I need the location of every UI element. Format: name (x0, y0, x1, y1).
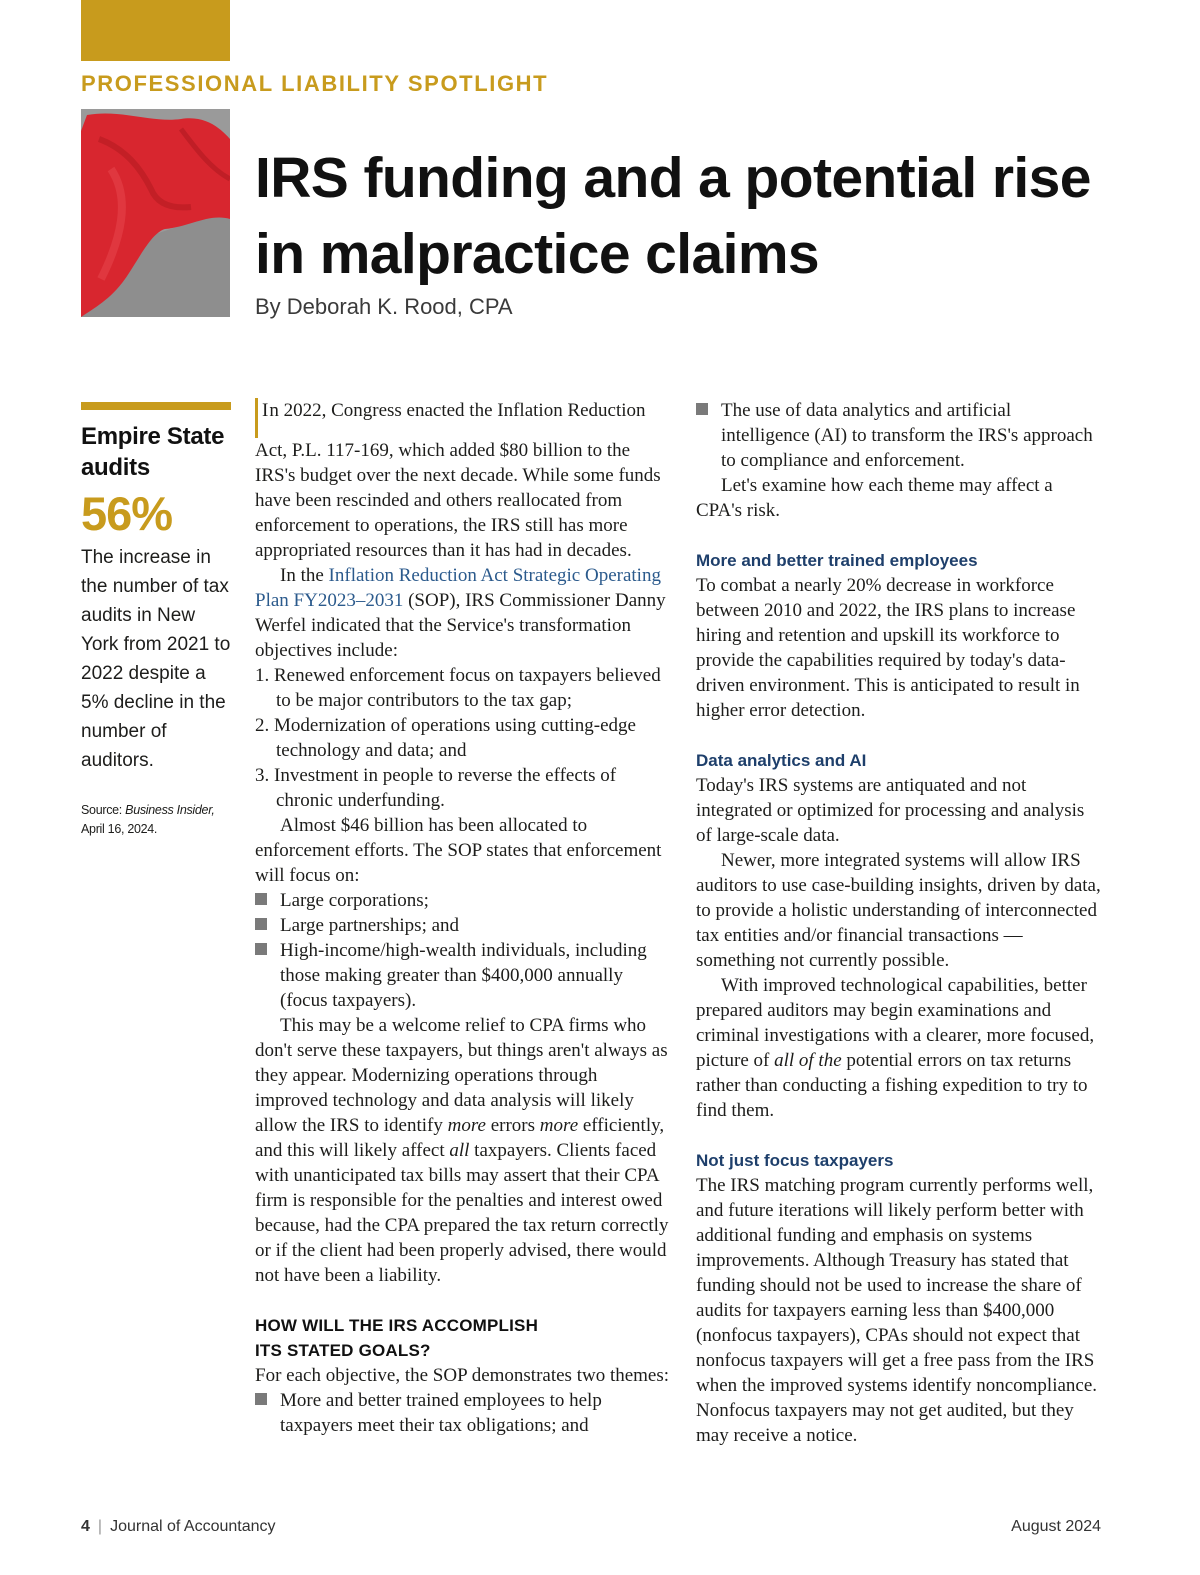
paragraph: Newer, more integrated systems will allow IRS auditors to use case-building insights, driven by data, to provide a holistic understanding of interconnected tax entities and/or financial transactions — something not currently possible. (696, 850, 1101, 971)
paragraph-text: potential errors on tax returns rather than conducting a fishing expedition to try to find them. (696, 1050, 1088, 1121)
list-item (255, 938, 670, 1013)
bullet-square-icon (255, 943, 267, 955)
list-item: 1. Renewed enforcement focus on taxpayers believed to be major contributors to the tax gap; (255, 665, 661, 711)
heading-line: ITS STATED GOALS? (255, 1341, 431, 1360)
paragraph: For each objective, the SOP demonstrates two themes: (255, 1365, 670, 1386)
paragraph-text: This may be a welcome relief to CPA firms who don't serve these taxpayers, but things aren't always as they appear. Modernizing operations through improved technology and data analysis will likely allow the IRS to identify (255, 1015, 668, 1136)
paragraph-text: (SOP), IRS Commissioner Danny Werfel indicated that the Service's transformation objectives include: (255, 590, 666, 661)
paragraph: Let's examine how each theme may affect a CPA's risk. (696, 475, 1053, 521)
title-line-2: in malpractice claims (255, 222, 820, 286)
flag-icon (81, 109, 230, 317)
list-item (255, 1388, 670, 1438)
paragraph: Today's IRS systems are antiquated and not integrated or optimized for processing and analysis of large-scale data. (696, 775, 1085, 846)
list-item (696, 398, 1101, 473)
subheading: Data analytics and AI (696, 751, 867, 770)
byline: By Deborah K. Rood, CPA (255, 294, 513, 319)
bullet-square-icon (696, 403, 708, 415)
source-label: Source: (81, 803, 126, 817)
bullet-square-icon (255, 893, 267, 905)
list-item (255, 913, 670, 938)
footer-separator: | (97, 1518, 103, 1535)
paragraph-text: efficiently, and this will likely affect (255, 1115, 665, 1161)
sop-link[interactable]: Inflation Reduction Act Strategic Operating Plan FY2023–2031 (255, 565, 661, 611)
accent-bar (81, 0, 230, 61)
paragraph-text: taxpayers. Clients faced with unanticipated tax bills may assert that their CPA firm is responsible for the penalties and interest owed because, had the CPA prepared the tax return correctly or if the client had been properly advised, there would not have been a liability. (255, 1140, 669, 1286)
footer-folio (81, 1518, 276, 1536)
list-item-text: The use of data analytics and artificial intelligence (AI) to transform the IRS's approach to compliance and enforcement. (721, 400, 1093, 471)
publication-name: Journal of Accountancy (110, 1518, 276, 1535)
list-item: 3. Investment in people to reverse the effects of chronic underfunding. (255, 765, 617, 811)
paragraph (255, 1013, 670, 1288)
themes-list-continued (696, 398, 1101, 473)
subheading: Not just focus taxpayers (696, 1151, 894, 1170)
list-item-text: High-income/high-wealth individuals, including those making greater than $400,000 annually (focus taxpayers). (280, 940, 647, 1011)
issue-date: August 2024 (1011, 1518, 1101, 1535)
body-column-1 (255, 398, 670, 1438)
list-item: 2. Modernization of operations using cutting-edge technology and data; and (255, 715, 636, 761)
body-column-2 (696, 398, 1101, 1448)
paragraph (696, 973, 1101, 1123)
paragraph-text: With improved technological capabilities, better prepared auditors may begin examinations and criminal investigations with a clearer, more focused, picture of (696, 975, 1095, 1071)
paragraph-text: In the (280, 565, 329, 586)
drop-cap: I (255, 398, 268, 438)
sidebar-heading: Empire State audits (81, 423, 225, 481)
paragraph (255, 563, 670, 663)
paragraph: The IRS matching program currently performs well, and future iterations will likely perform better with additional funding and emphasis on systems improvements. Although Treasury has stated that funding should not be used to increase the share of audits for taxpayers earning less than $400,000 (nonfocus taxpayers), CPAs should not expect that nonfocus taxpayers will get a free pass from the IRS when the improved systems identify noncompliance. Nonfocus taxpayers may not get audited, but they may receive a notice. (696, 1175, 1098, 1446)
objectives-list (255, 663, 670, 813)
paragraph-text: n 2022, Congress enacted the Inflation Reduction Act, P.L. 117-169, which added $80 billion to the IRS's budget over the next decade. While some funds have been rescinded and others reallocated from enforcement to operations, the IRS still has more appropriated resources than it has had in decades. (255, 400, 661, 561)
source-publication: Business Insider, (125, 803, 215, 817)
emphasis: more (447, 1115, 486, 1136)
list-item (255, 888, 670, 913)
sidebar-stat: 56% (81, 487, 173, 540)
list-item-text: More and better trained employees to help taxpayers meet their tax obligations; and (280, 1390, 602, 1436)
section-kicker: PROFESSIONAL LIABILITY SPOTLIGHT (81, 71, 549, 96)
sidebar-text: The increase in the number of tax audits in New York from 2021 to 2022 despite a 5% decline in the number of auditors. (81, 547, 231, 771)
article-title (255, 140, 1155, 292)
sidebar-rule (81, 402, 231, 410)
page-number: 4 (81, 1518, 90, 1535)
list-item-text: Large partnerships; and (280, 915, 460, 936)
subheading: More and better trained employees (696, 551, 978, 570)
list-item-text: Large corporations; (280, 890, 429, 911)
bullet-square-icon (255, 918, 267, 930)
sidebar-source (81, 801, 231, 839)
emphasis: more (539, 1115, 579, 1136)
title-line-1: IRS funding and a potential rise (255, 146, 1091, 210)
heading-line: HOW WILL THE IRS ACCOMPLISH (255, 1316, 539, 1335)
bullet-square-icon (255, 1393, 267, 1405)
paragraph (255, 398, 670, 563)
themes-list (255, 1388, 670, 1438)
focus-list (255, 888, 670, 1013)
paragraph: To combat a nearly 20% decrease in workforce between 2010 and 2022, the IRS plans to increase hiring and retention and upskill its workforce to provide the capabilities required by today's data-driven environment. This is anticipated to result in higher error detection. (696, 575, 1080, 721)
emphasis: all of the (774, 1050, 842, 1071)
section-heading (255, 1313, 670, 1363)
sidebar-callout (81, 402, 231, 839)
paragraph-text: errors (485, 1115, 540, 1136)
red-flag-image (81, 109, 230, 317)
emphasis: all (449, 1140, 470, 1161)
source-date: April 16, 2024. (81, 822, 158, 836)
paragraph: Almost $46 billion has been allocated to enforcement efforts. The SOP states that enforcement will focus on: (255, 815, 662, 886)
